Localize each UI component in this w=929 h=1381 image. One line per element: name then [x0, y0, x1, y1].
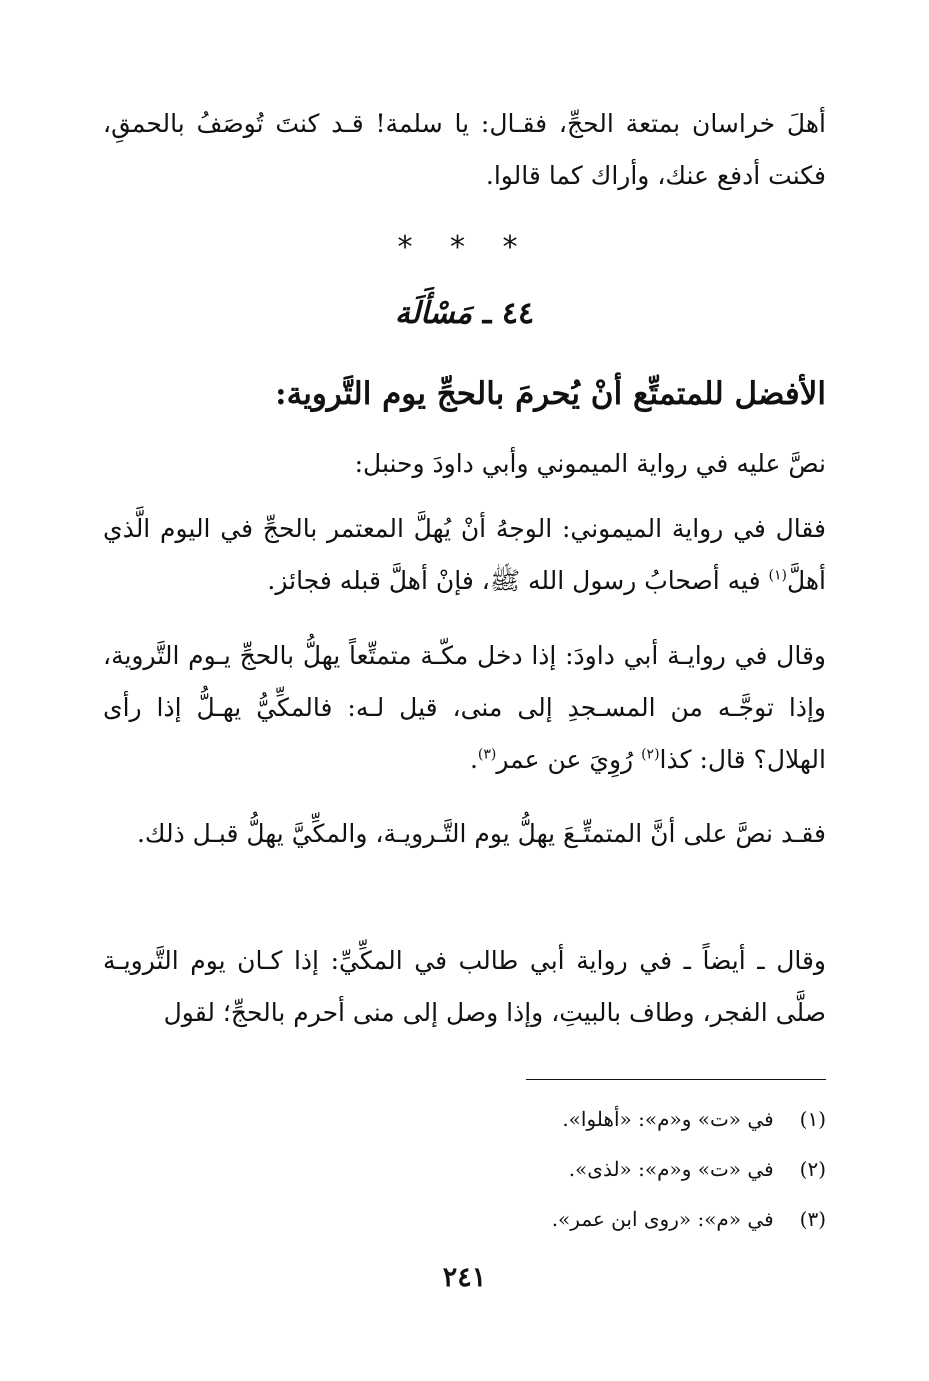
footnotes-list: [103, 1094, 826, 1244]
footnote-item: [103, 1144, 826, 1194]
paragraph-abu-dawud-text-c: .: [469, 745, 478, 774]
issue-dash: ـ: [482, 296, 492, 331]
footnote-text: في «ت» و«م»: «لذى».: [568, 1157, 774, 1181]
issue-title: الأفضل للمتمتِّع أنْ يُحرمَ بالحجِّ يوم التَّروية:: [275, 376, 826, 412]
paragraph-narration-sources: نصَّ عليه في رواية الميموني وأبي داودَ وحنبل:: [354, 449, 826, 478]
footnote-item: [103, 1194, 826, 1244]
footnote-number: (٢): [799, 1157, 826, 1181]
section-separator: * * *: [397, 230, 532, 265]
footnote-number: (١): [799, 1107, 826, 1131]
footnote-item: [103, 1094, 826, 1144]
paragraph-abu-dawud-text-a: وقال في روايـة أبي داودَ: إذا دخل مكّـة متمتِّعاً يهلُّ بالحجِّ يـوم التَّروية، وإذا توجَّـه من المسـجدِ إلى منى، قيل لـه: فالمكِّيُّ يهـلُّ إذا رأى الهلال؟ قال: كذا: [103, 641, 826, 774]
paragraph-abu-talib: وقال ـ أيضاً ـ في رواية أبي طالب في المكِّيِّ: إذا كـان يوم التَّرويـة صلَّى الفجر، وطاف بالبيتِ، وإذا وصل إلى منى أحرم بالحجِّ؛ لقول: [103, 946, 826, 1027]
footnote-ref-1: (١): [768, 567, 787, 584]
paragraph-maymuni: [103, 503, 826, 607]
paragraph-abu-dawud-text-b: رُوِيَ عن عمر: [496, 745, 642, 774]
issue-number: ٤٤: [501, 296, 535, 331]
footnote-text: في «ت» و«م»: «أهلوا».: [562, 1107, 774, 1131]
paragraph-continuation: أهلَ خراسان بمتعة الحجِّ، فقـال: يا سلمة! قـد كنتَ تُوصَفُ بالحمقِ، فكنت أدفع عنك، وأراك كما قالوا.: [103, 109, 826, 190]
paragraph-conclusion: فقـد نصَّ على أنَّ المتمتِّـعَ يهلُّ يوم التَّـرويـة، والمكِّيَّ يهلُّ قبـل ذلك.: [136, 819, 826, 848]
page-number: ٢٤١: [442, 1262, 487, 1293]
paragraph-abu-dawud: [103, 630, 826, 786]
footnote-divider: [526, 1079, 826, 1080]
paragraph-maymuni-text-b: فيه أصحابُ رسول الله ﷺ، فإنْ أهلَّ قبله فجائز.: [267, 566, 769, 595]
footnote-ref-3: (٣): [477, 746, 497, 763]
issue-heading: [0, 296, 929, 331]
issue-word: مَسْأَلَة: [394, 296, 473, 331]
footnote-text: في «م»: «روى ابن عمر».: [551, 1207, 774, 1231]
footnote-ref-2: (٢): [641, 746, 660, 763]
footnote-number: (٣): [799, 1207, 826, 1231]
paragraph-maymuni-text-a: فقال في رواية الميموني: الوجهُ أنْ يُهلَّ المعتمر بالحجِّ في اليوم الَّذي أهلَّ: [103, 514, 826, 595]
